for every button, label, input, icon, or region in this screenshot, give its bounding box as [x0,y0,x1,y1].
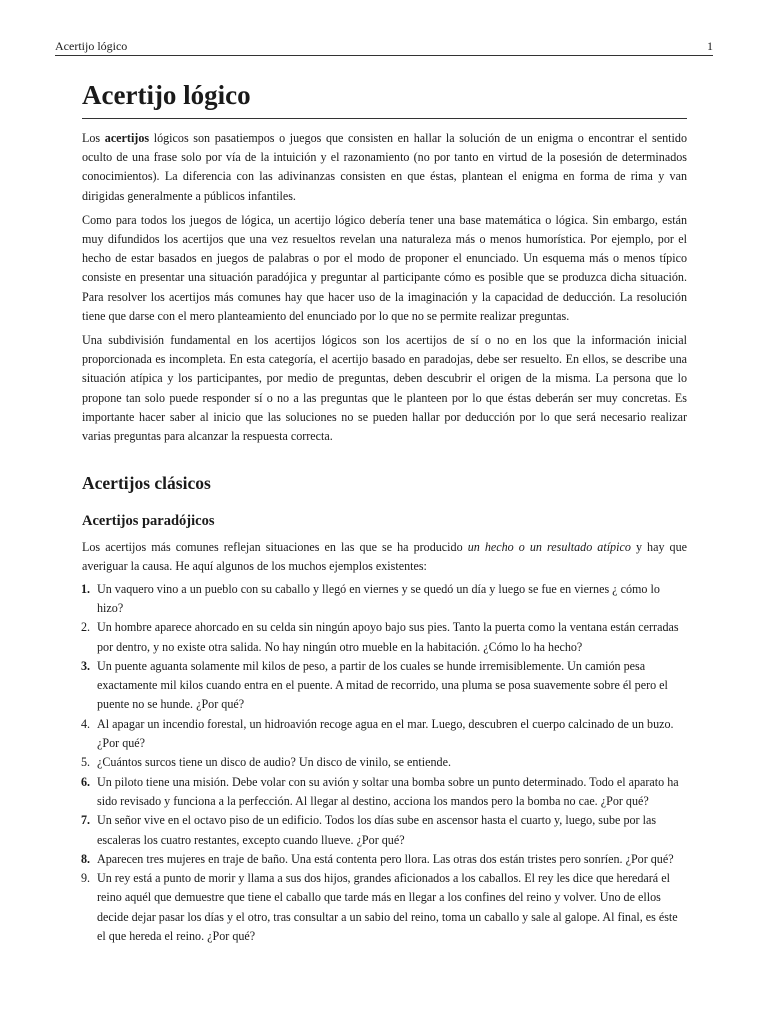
list-item-text: Un piloto tiene una misión. Debe volar con su avión y soltar una bomba sobre un punto determinado. Todo el aparato ha sido revisado y funciona a la perfección. Al llegar al destino, acciona los mandos pero la bomba no cae. ¿Por qué? [97,774,679,808]
intro-p1-rest: lógicos son pasatiempos o juegos que consisten en hallar la solución de un enigma o encontrar el sentido oculto de una frase solo por vía de la intuición y el razonamiento (no por tanto en virtud de la posesión de determinados conocimientos). La diferencia con las adivinanzas consisten en que éstas, plantean el enigma en forma de rima y van dirigidas generalmente a públicos infantiles. [82,131,687,203]
riddle-list [82,580,687,947]
list-item-text: Un señor vive en el octavo piso de un edificio. Todos los días sube en ascensor hasta el cuarto y, luego, sube por las escaleras los cuatro restantes, excepto cuando llueve. ¿Por qué? [97,813,657,847]
list-item-number: 7. [81,813,91,828]
list-item [82,580,687,619]
section-heading: Acertijos clásicos [82,473,211,494]
list-item-text: Un vaquero vino a un pueblo con su caballo y llegó en viernes y se quedó un día y luego se fue en viernes ¿ cómo lo hizo? [97,581,660,615]
running-header-title: Acertijo lógico [55,39,128,53]
intro-p1-bold-term: acertijos [104,131,150,145]
subsection-heading: Acertijos paradójicos [82,513,215,530]
list-item [82,773,687,812]
list-item [82,850,687,869]
list-item-text: Un hombre aparece ahorcado en su celda sin ningún apoyo bajo sus pies. Tanto la puerta como la ventana están cerradas por dentro, y no existe otra salida. No hay ningún otro mueble en la habitación. ¿Cómo lo ha hecho? [97,620,679,654]
list-item-text: Un puente aguanta solamente mil kilos de peso, a partir de los cuales se hunde irremisiblemente. Un camión pesa exactamente mil kilos cuando entra en el puente. A mitad de recorrido, una pluma se posa suavemente sobre él pero el puente no se hunde. ¿Por qué? [97,658,668,712]
list-item-number: 9. [81,871,91,886]
page-title: Acertijo lógico [82,78,687,119]
article-body [82,78,687,946]
lead-text-start: Los acertijos más comunes reflejan situaciones en las que se ha producido [82,540,468,555]
intro-p1-lead: Los [82,131,105,145]
list-item [82,715,687,754]
lead-text-end: y hay que averiguar la causa. He aquí algunos de los muchos ejemplos existentes: [82,540,688,574]
list-item-number: 2. [81,620,91,635]
list-item [82,869,687,946]
list-item-number: 3. [81,658,91,673]
list-item-text: Aparecen tres mujeres en traje de baño. Una está contenta pero llora. Las otras dos están tristes pero sonríen. ¿Por qué? [97,851,674,866]
page-number: 1 [707,39,713,53]
list-item-text: Un rey está a punto de morir y llama a sus dos hijos, grandes aficionados a los caballos. El rey les dice que heredará el reino aquél que demuestre que tiene el caballo que tarde más en llegar a los confines del reino y volver. Uno de ellos decide dejar pasar los días y el otro, tras consultar a un sabio del reino, toma un caballo y sale al galope. Al final, es éste el que hereda el reino. ¿Por qué? [97,871,678,943]
intro-paragraph-1 [82,129,687,206]
intro-paragraph-2: Como para todos los juegos de lógica, un acertijo lógico debería tener una base matemática o lógica. Sin embargo, están muy difundidos los acertijos que una vez resueltos revelan una naturaleza más o menos humorística. Por ejemplo, por el hecho de estar basados en juegos de palabras o por el modo de proponer el enunciado. Un esquema más o menos típico consiste en presentar una situación paradójica y preguntar al participante cómo es posible que se produzca dicha situación. Para resolver los acertijos más comunes hay que hacer uso de la imaginación y la capacidad de deducción. La resolución tiene que darse con el mero planteamiento del enunciado por lo que no se permite realizar preguntas. [82,212,687,323]
list-item-number: 6. [81,774,91,789]
lead-italic-phrase: un hecho o un resultado atípico [467,540,631,555]
running-header [55,37,713,56]
list-item-text: Al apagar un incendio forestal, un hidroavión recoge agua en el mar. Luego, descubren el cuerpo calcinado de un buzo. ¿Por qué? [97,716,674,751]
list-item-text: ¿Cuántos surcos tiene un disco de audio? Un disco de vinilo, se entiende. [97,755,451,770]
list-item-number: 4. [81,716,91,731]
list-item-number: 5. [81,755,91,770]
list-item [82,811,687,850]
list-item-number: 1. [81,581,91,596]
list-item-number: 8. [81,851,91,866]
list-item [82,657,687,715]
intro-paragraph-3: Una subdivisión fundamental en los acertijos lógicos son los acertijos de sí o no en los que la información inicial proporcionada es incompleta. En esta categoría, el acertijo basado en paradojas, debe ser resuelto. En ellos, se describe una situación atípica y los participantes, por medio de preguntas, deben descubrir el origen de la misma. La persona que lo propone tan solo puede responder sí o no a las preguntas que le planteen por lo que éstas deberán ser muy concretas. Es importante hacer saber al inicio que las soluciones no se pueden hallar por deducción por lo que será necesario realizar varias preguntas para alcanzar la respuesta correcta. [82,333,687,444]
subsection-lead-paragraph [82,538,687,576]
list-item [82,618,687,657]
list-item [82,753,687,772]
